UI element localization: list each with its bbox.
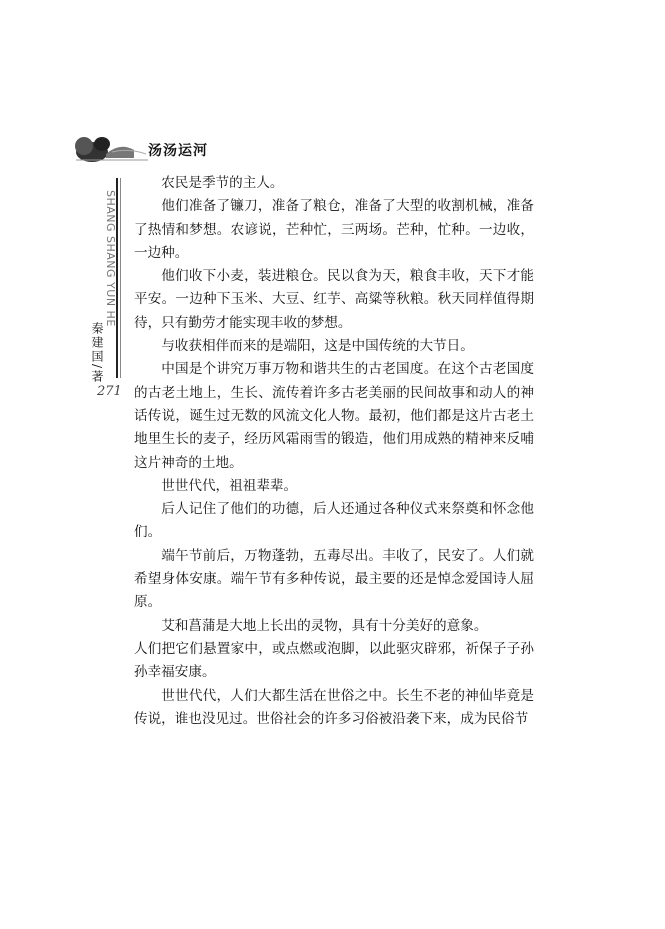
- paragraph: 他们收下小麦，装进粮仓。民以食为天，粮食丰收，天下才能平安。一边种下玉米、大豆、红芋、高粱等秋粮。秋天同样值得期待，只有勤劳才能实现丰收的梦想。: [134, 268, 534, 331]
- page-number: 271: [97, 384, 122, 399]
- paragraph: 世世代代，人们大都生活在世俗之中。长生不老的神仙毕竟是传说，谁也没见过。世俗社会的许多习俗被沿袭下来，成为民俗节: [134, 687, 534, 727]
- paragraph: 后人记住了他们的功德，后人还通过各种仪式来祭奠和怀念他们。: [134, 501, 534, 541]
- author-credit: 秦建国/著: [90, 322, 104, 385]
- body-text: [134, 172, 534, 731]
- paragraph: 农民是季节的主人。: [161, 175, 284, 191]
- paragraph: 人们把它们悬置家中，或点燃或泡脚，以此驱灾辟邪，祈保子子孙孙幸福安康。: [134, 640, 534, 681]
- paragraph: 世世代代，祖祖辈辈。: [161, 477, 298, 494]
- paragraph: 与收获相伴而来的是端阳，这是中国传统的大节日。: [161, 338, 474, 355]
- paragraph: 端午节前后，万物蓬勃，五毒尽出。丰收了，民安了。人们就希望身体安康。端午节有多种传说，最主要的还是悼念爱国诗人屈原。: [134, 547, 534, 611]
- paragraph: 中国是个讲究万事万物和谐共生的古老国度。在这个古老国度的古老土地上，生长、流传着许多古老美丽的民间故事和动人的神话传说，诞生过无数的风流文化人物。最初，他们都是这片古老土地里生长的麦子，经历风霜雨雪的锻造，他们用成熟的精神来反哺这片神奇的土地。: [134, 361, 534, 471]
- paragraph: 艾和菖蒲是大地上长出的灵物，具有十分美好的意象。: [161, 617, 488, 634]
- book-title: 汤汤运河: [148, 143, 208, 159]
- series-title-vertical: SHANG SHANG YUN HE: [104, 190, 117, 327]
- margin-rule-thin: [120, 178, 121, 378]
- ink-landscape-logo: [72, 122, 150, 170]
- paragraph: 他们准备了镰刀，准备了粮仓，准备了大型的收割机械，准备了热情和梦想。农谚说，芒种忙，三两场。芒种，忙种。一边收，一边种。: [134, 198, 534, 261]
